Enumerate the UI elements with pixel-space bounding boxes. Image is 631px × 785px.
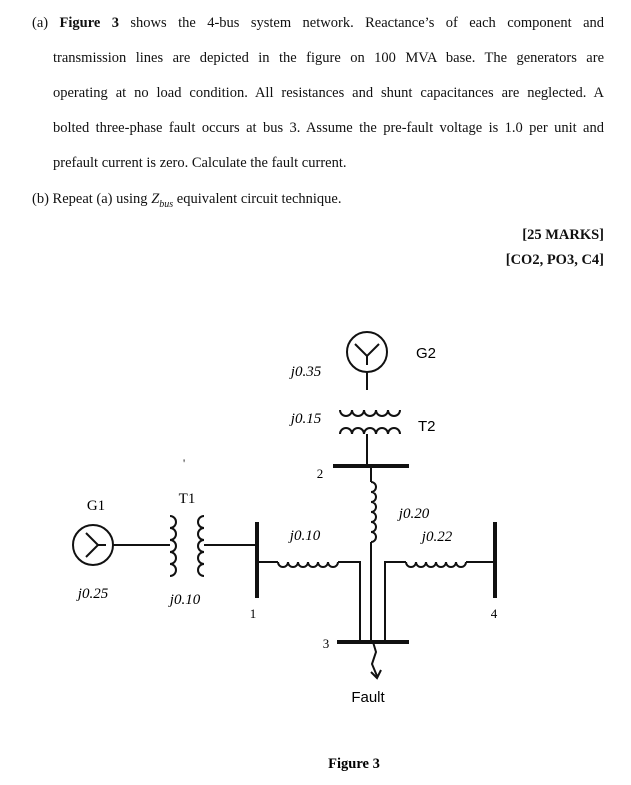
transformer-t1-primary bbox=[170, 516, 176, 576]
label-bus-4: 4 bbox=[490, 606, 498, 621]
outcomes-label: [CO2, PO3, C4] bbox=[505, 252, 604, 268]
line-34-reactance bbox=[406, 562, 466, 567]
line-13-right bbox=[338, 562, 360, 642]
label-bus-2: 2 bbox=[316, 466, 324, 481]
part-a-prefix: (a) bbox=[32, 15, 60, 31]
label-line-34: j0.22 bbox=[421, 529, 453, 545]
label-g1-reactance: j0.25 bbox=[77, 586, 109, 602]
part-b-text-end: equivalent circuit technique. bbox=[173, 191, 342, 207]
label-g2: G2 bbox=[416, 345, 437, 362]
label-fault: Fault bbox=[351, 689, 385, 706]
fault-line bbox=[372, 642, 377, 676]
figure-reference: Figure 3 bbox=[59, 15, 119, 31]
generator-g1-symbol bbox=[73, 525, 113, 565]
label-g1: G1 bbox=[86, 498, 106, 514]
part-b-text: (b) Repeat (a) using bbox=[32, 191, 152, 207]
figure-caption: Figure 3 bbox=[328, 756, 380, 772]
stray-mark: ' bbox=[183, 456, 186, 470]
generator-g2-symbol bbox=[347, 332, 387, 372]
line-23-reactance bbox=[371, 482, 376, 542]
label-bus-3: 3 bbox=[322, 636, 330, 651]
part-a-line-1-text: shows the 4-bus system network. Reactance’s of each component and bbox=[119, 15, 605, 31]
label-bus-1: 1 bbox=[249, 606, 257, 621]
part-a-line-3: operating at no load condition. All resistances and shunt capacitances are neglected. A bbox=[53, 85, 604, 101]
transformer-t1-secondary bbox=[198, 516, 204, 576]
label-t2: T2 bbox=[418, 418, 436, 435]
generator-g2-wye bbox=[355, 344, 379, 365]
label-line-13: j0.10 bbox=[289, 528, 321, 544]
label-t2-reactance: j0.15 bbox=[290, 411, 322, 427]
part-a-line-5: prefault current is zero. Calculate the fault current. bbox=[53, 155, 347, 171]
line-13-reactance bbox=[278, 562, 338, 567]
part-a-line-2: transmission lines are depicted in the figure on 100 MVA base. The generators are bbox=[53, 50, 604, 66]
label-t1-reactance: j0.10 bbox=[169, 592, 201, 608]
label-line-23: j0.20 bbox=[398, 506, 430, 522]
generator-g1-wye bbox=[86, 533, 106, 557]
zbus-subscript: bus bbox=[159, 198, 174, 210]
transformer-t2-primary bbox=[340, 410, 400, 416]
line-34-left bbox=[385, 562, 406, 642]
zbus-main: Z bbox=[151, 191, 160, 207]
part-a-line-4: bolted three-phase fault occurs at bus 3. Assume the pre-fault voltage is 1.0 per unit and bbox=[53, 120, 604, 136]
transformer-t2-secondary bbox=[340, 428, 400, 434]
marks-label: [25 MARKS] bbox=[522, 227, 604, 243]
label-t1: T1 bbox=[178, 491, 196, 507]
label-g2-reactance: j0.35 bbox=[290, 364, 322, 380]
